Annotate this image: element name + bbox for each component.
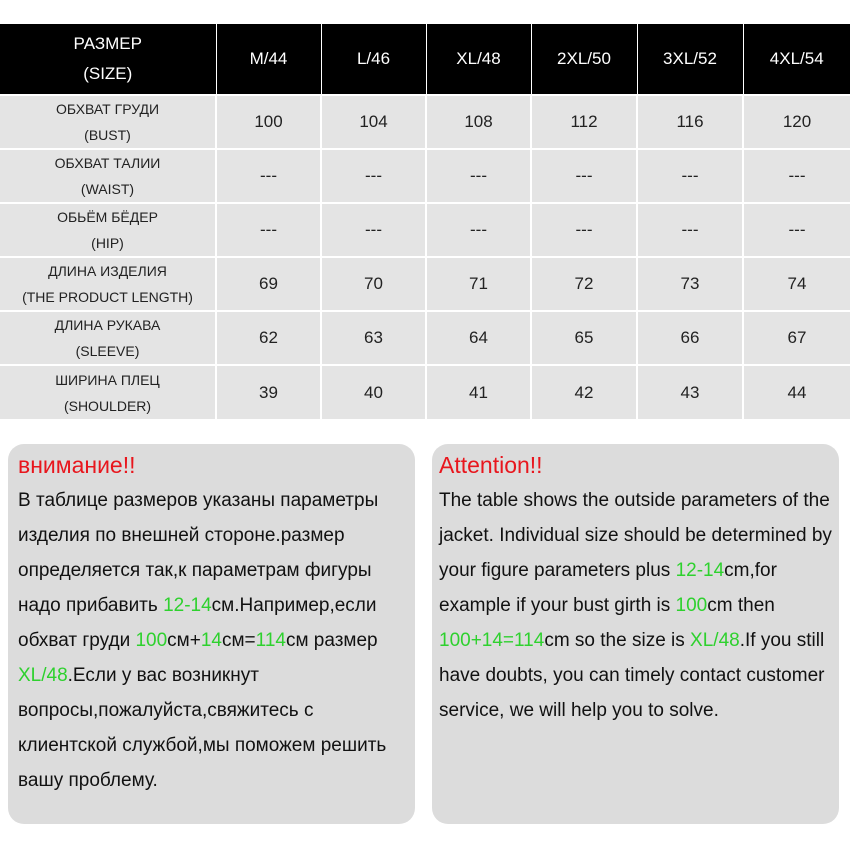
value-cell: 120 xyxy=(743,95,850,149)
value-cell: 67 xyxy=(743,311,850,365)
row-name-cell xyxy=(0,95,216,149)
row-name-cell xyxy=(0,149,216,203)
row-name-en: (HIP) xyxy=(91,235,124,251)
size-label-en: (SIZE) xyxy=(83,64,133,83)
value-cell: 44 xyxy=(743,365,850,419)
size-header: L/46 xyxy=(321,24,426,95)
table-row xyxy=(0,311,850,365)
value-cell: 63 xyxy=(321,311,426,365)
size-header: 4XL/54 xyxy=(743,24,850,95)
value-cell: 39 xyxy=(216,365,321,419)
value-cell: --- xyxy=(321,203,426,257)
value-cell: --- xyxy=(216,149,321,203)
row-name-ru: ДЛИНА РУКАВА xyxy=(54,317,161,333)
attention-title-ru: внимание!! xyxy=(18,452,136,478)
value-cell: --- xyxy=(426,203,531,257)
note-text-segment: В таблице размеров указаны параметры изделия по внешней стороне.размер определяется так,к параметрам фигуры надо прибавить xyxy=(18,490,379,616)
value-cell: --- xyxy=(531,149,637,203)
value-cell: --- xyxy=(426,149,531,203)
size-label-ru: РАЗМЕР xyxy=(73,34,142,53)
note-highlight: 14 xyxy=(200,630,222,651)
note-highlight: 100+14=114 xyxy=(439,630,545,651)
row-name-ru: ДЛИНА ИЗДЕЛИЯ xyxy=(48,263,167,279)
value-cell: --- xyxy=(216,203,321,257)
attention-text-en xyxy=(439,483,839,728)
note-highlight: 12-14 xyxy=(675,560,725,581)
attention-text-ru xyxy=(18,483,415,798)
value-cell: 116 xyxy=(637,95,743,149)
size-label-cell xyxy=(0,24,216,95)
attention-note-en xyxy=(432,444,839,824)
note-text-segment: The table shows the outside parameters of the jacket. Individual size should be determined by your figure parameters plus xyxy=(439,490,832,581)
note-highlight: 100 xyxy=(135,630,168,651)
row-name-en: (WAIST) xyxy=(80,181,135,197)
size-chart-table xyxy=(0,24,850,419)
value-cell: 71 xyxy=(426,257,531,311)
value-cell: 43 xyxy=(637,365,743,419)
value-cell: 62 xyxy=(216,311,321,365)
row-name-en: (SHOULDER) xyxy=(63,397,152,414)
size-header: XL/48 xyxy=(426,24,531,95)
attention-note-ru xyxy=(8,444,415,824)
note-text-segment: .If you still have doubts, you can timely contact customer service, we will help you to solve. xyxy=(439,630,825,721)
value-cell: --- xyxy=(321,149,426,203)
row-name-en: (THE PRODUCT LENGTH) xyxy=(22,289,193,305)
table-row xyxy=(0,365,850,419)
row-name-en: (SLEEVE) xyxy=(75,343,140,359)
value-cell: --- xyxy=(743,203,850,257)
row-name-cell xyxy=(0,257,216,311)
row-name-ru: ОБХВАТ ГРУДИ xyxy=(55,101,160,117)
size-header: M/44 xyxy=(216,24,321,95)
attention-title-en: Attention!! xyxy=(439,452,543,478)
value-cell: 66 xyxy=(637,311,743,365)
row-name-cell xyxy=(0,203,216,257)
note-highlight: XL/48 xyxy=(690,630,740,651)
value-cell: --- xyxy=(637,203,743,257)
value-cell: 74 xyxy=(743,257,850,311)
value-cell: 41 xyxy=(426,365,531,419)
value-cell: 72 xyxy=(531,257,637,311)
size-header-row xyxy=(0,24,850,95)
note-text-segment: .Если у вас возникнут вопросы,пожалуйста,свяжитесь с клиентской службой,мы поможем решить вашу проблему. xyxy=(18,665,387,791)
note-highlight: 100 xyxy=(675,595,708,616)
value-cell: --- xyxy=(531,203,637,257)
value-cell: 108 xyxy=(426,95,531,149)
value-cell: 65 xyxy=(531,311,637,365)
note-highlight: 12-14 xyxy=(163,595,212,616)
note-highlight: XL/48 xyxy=(18,665,68,686)
row-name-ru: ОБХВАТ ТАЛИИ xyxy=(54,155,161,171)
note-text-segment: см.Например,если обхват груди xyxy=(18,595,377,651)
note-text-segment: см размер xyxy=(285,630,378,651)
value-cell: 64 xyxy=(426,311,531,365)
size-header: 3XL/52 xyxy=(637,24,743,95)
value-cell: 40 xyxy=(321,365,426,419)
row-name-cell xyxy=(0,365,216,419)
value-cell: 70 xyxy=(321,257,426,311)
value-cell: 100 xyxy=(216,95,321,149)
note-text-segment: cm then xyxy=(707,595,775,616)
value-cell: 42 xyxy=(531,365,637,419)
note-text-segment: cm,for example if your bust girth is xyxy=(439,560,777,616)
row-name-en: (BUST) xyxy=(84,127,131,143)
value-cell: 104 xyxy=(321,95,426,149)
note-text-segment: см= xyxy=(221,630,256,651)
size-header: 2XL/50 xyxy=(531,24,637,95)
value-cell: --- xyxy=(637,149,743,203)
note-text-segment: cm so the size is xyxy=(544,630,691,651)
note-text-segment: см+ xyxy=(167,630,201,651)
value-cell: 112 xyxy=(531,95,637,149)
table-row xyxy=(0,149,850,203)
value-cell: --- xyxy=(743,149,850,203)
row-name-cell xyxy=(0,311,216,365)
note-highlight: 114 xyxy=(255,630,286,651)
value-cell: 69 xyxy=(216,257,321,311)
table-row xyxy=(0,257,850,311)
value-cell: 73 xyxy=(637,257,743,311)
table-row xyxy=(0,95,850,149)
row-name-ru: ШИРИНА ПЛЕЦ xyxy=(55,371,160,388)
table-row xyxy=(0,203,850,257)
row-name-ru: ОБЬЁМ БЁДЕР xyxy=(57,209,158,225)
